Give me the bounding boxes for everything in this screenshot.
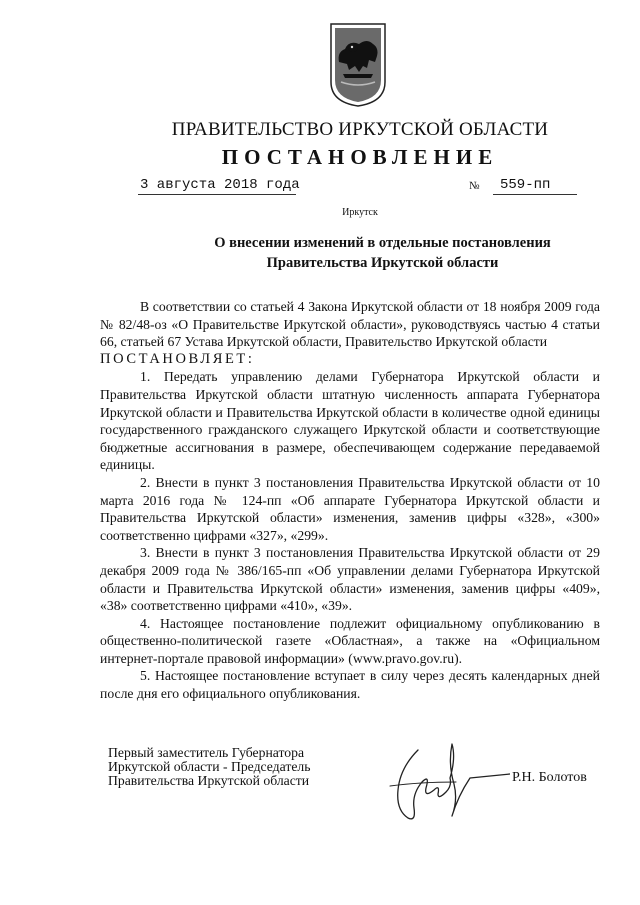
- signer-name: Р.Н. Болотов: [512, 770, 587, 785]
- decree-subject: О внесении изменений в отдельные постановления Правительства Иркутской области: [214, 235, 551, 271]
- decree-item-3: 3. Внести в пункт 3 постановления Правительства Иркутской области от 29 декабря 2009 года № 386/165-пп «Об управлении делами Губернатора Иркутской области и Правительства Иркутской области» изменения, заменив цифры «409», «38» соответственно цифрами «410», «39».: [100, 545, 600, 614]
- decree-date-text: 3 августа 2018 года: [140, 177, 300, 193]
- government-name: ПРАВИТЕЛЬСТВО ИРКУТСКОЙ ОБЛАСТИ: [171, 119, 549, 140]
- signer-position-line: Иркутской области - Председатель: [108, 759, 311, 774]
- decree-date: [140, 177, 300, 193]
- decree-number: [500, 177, 550, 193]
- decree-item-4: 4. Настоящее постановление подлежит официальному опубликованию в общественно-политической газете «Областная», а также на «Официальном интернет-портале правовой информации» (www.pravo.gov.ru).: [100, 615, 600, 666]
- handwritten-signature-icon: [360, 738, 510, 828]
- resolves-heading: ПОСТАНОВЛЯЕТ:: [100, 350, 255, 367]
- city-name: Иркутск: [342, 207, 378, 218]
- decree-item-1: 1. Передать управлению делами Губернатора Иркутской области и Правительства Иркутской области штатную численность аппарата Губернатора Иркутской области и Правительства Иркутской области в количестве одной единицы государственного гражданского служащего Иркутской области и соответствующие бюджетные ассигнования в размере, обеспечивающем содержание передаваемой единицы.: [100, 369, 600, 473]
- signer-position-line: Правительства Иркутской области: [108, 773, 310, 788]
- preamble-paragraph: В соответствии со статьей 4 Закона Иркутской области от 18 ноября 2009 года № 82/48-оз «О Правительстве Иркутской области», руководствуясь частью 4 статьи 66, статьей 67 Устава Иркутской области, Правительство Иркутской области: [100, 299, 600, 350]
- number-sign: №: [469, 180, 480, 192]
- document-type-title: ПОСТАНОВЛЕНИЕ: [221, 145, 499, 169]
- decree-body: [100, 298, 600, 703]
- decree-item-5: 5. Настоящее постановление вступает в силу через десять календарных дней после дня его официального опубликования.: [100, 668, 600, 702]
- decree-number-text: 559-пп: [500, 177, 551, 193]
- decree-item-2: 2. Внести в пункт 3 постановления Правительства Иркутской области от 10 марта 2016 года № 124-пп «Об аппарате Губернатора Иркутской области и Правительства Иркутской области» изменения, заменив цифры «328», «300» соответственно цифрами «327», «299».: [100, 474, 600, 543]
- signer-position: [108, 746, 311, 788]
- number-underline: [493, 194, 577, 195]
- irkutsk-coat-of-arms-icon: [329, 22, 387, 108]
- date-underline: [138, 194, 296, 195]
- signer-position-line: Первый заместитель Губернатора: [108, 745, 305, 760]
